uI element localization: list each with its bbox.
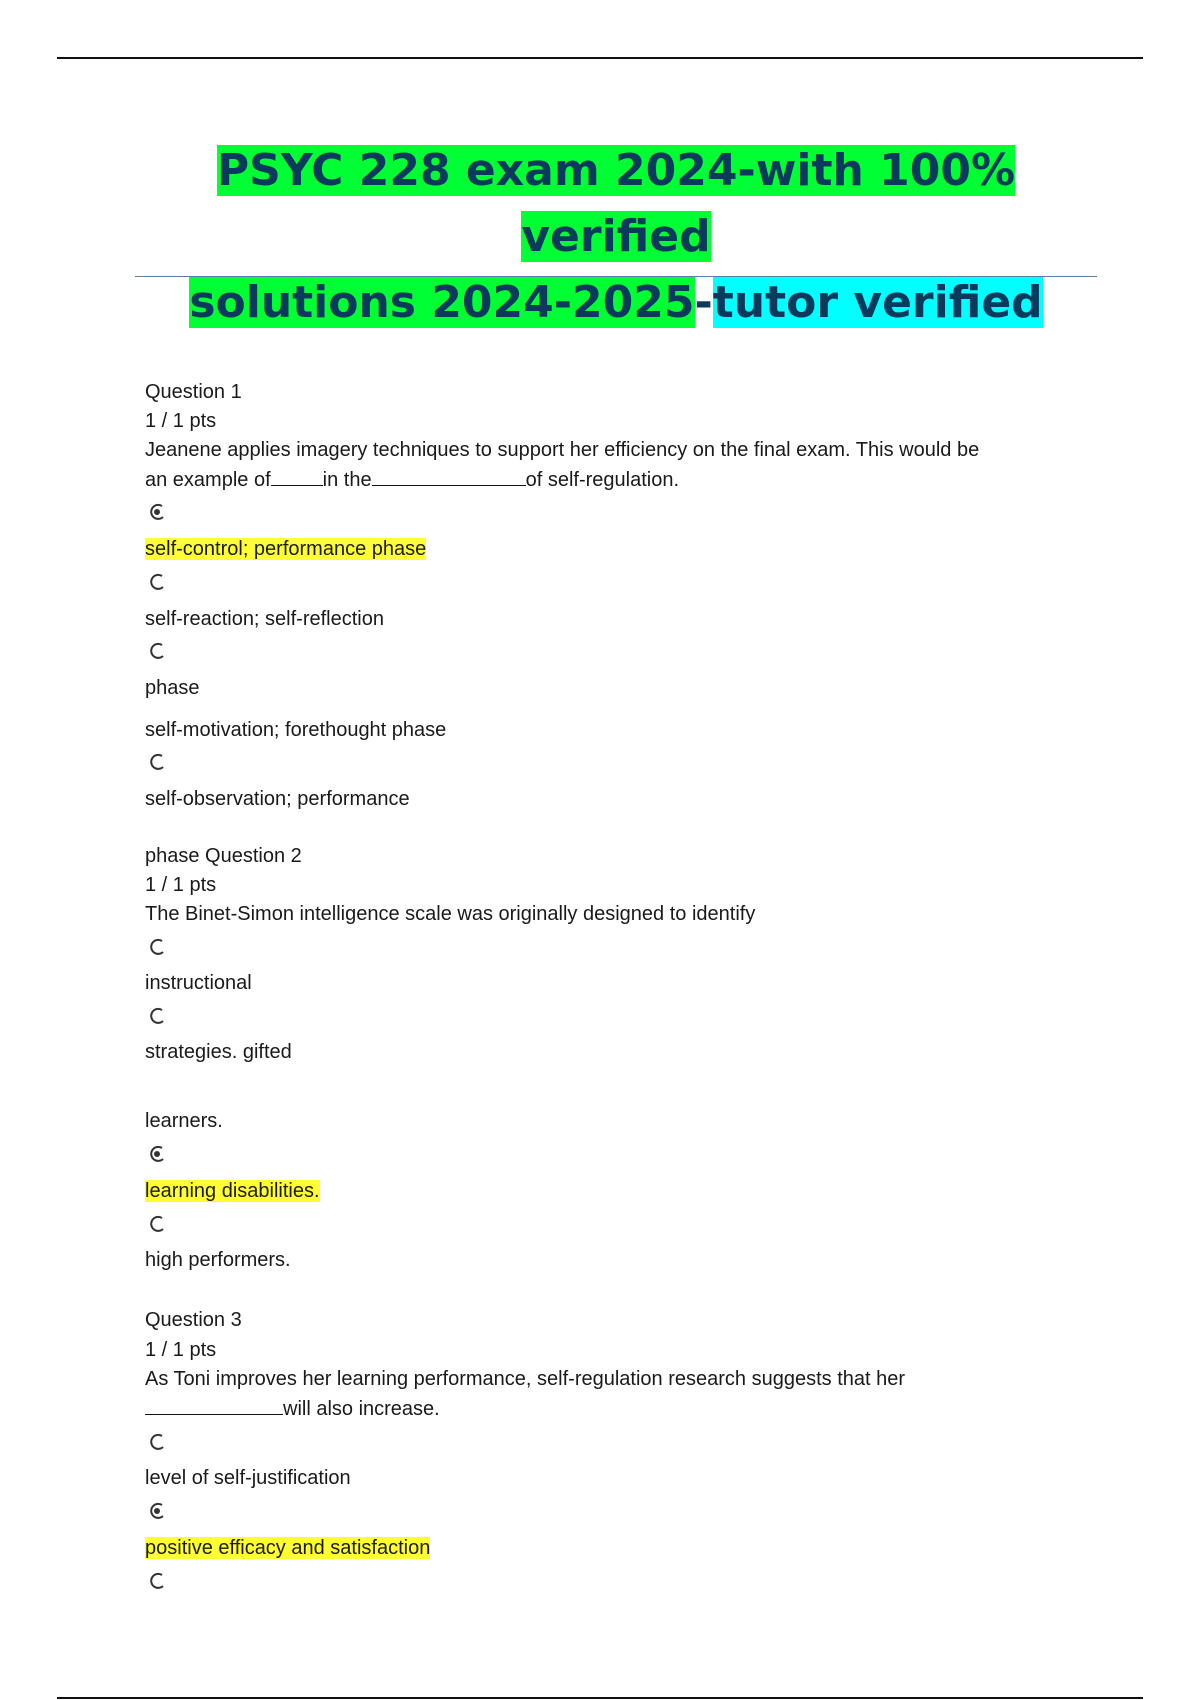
document-title	[135, 138, 1097, 336]
prompt-text-b: in the	[322, 469, 372, 491]
q1-option-5[interactable]: self-observation; performance	[145, 788, 410, 810]
question-3-points: 1 / 1 pts	[145, 1339, 217, 1361]
radio-icon[interactable]	[147, 641, 167, 661]
title-dash: -	[694, 277, 713, 328]
radio-icon[interactable]	[147, 1006, 167, 1026]
question-1-points: 1 / 1 pts	[145, 410, 217, 432]
question-2-points: 1 / 1 pts	[145, 874, 217, 896]
question-2-label: phase Question 2	[145, 845, 302, 867]
q2-option-2[interactable]: strategies. gifted	[145, 1041, 292, 1063]
page-bottom-rule	[57, 1697, 1143, 1699]
answer-blank	[145, 1396, 283, 1415]
question-1-prompt-line1: Jeanene applies imagery techniques to support her efficiency on the final exam. This would be	[145, 439, 980, 461]
question-3-prompt-line2	[145, 1395, 440, 1423]
prompt-text: will also increase.	[283, 1398, 440, 1420]
answer-blank	[271, 467, 323, 486]
radio-icon[interactable]	[147, 572, 167, 592]
prompt-text-a: an example of	[145, 469, 271, 491]
q1-option-2[interactable]: self-reaction; self-reflection	[145, 608, 384, 630]
title-part1: PSYC 228 exam 2024-with 100% verified	[216, 145, 1016, 262]
radio-selected-icon[interactable]	[147, 1144, 167, 1164]
q2-option-1[interactable]: instructional	[145, 972, 252, 994]
radio-icon[interactable]	[147, 1214, 167, 1234]
question-3-label: Question 3	[145, 1309, 242, 1331]
q2-option-5[interactable]: high performers.	[145, 1249, 291, 1271]
question-3-prompt-line1: As Toni improves her learning performance, self-regulation research suggests that her	[145, 1368, 906, 1390]
radio-selected-icon[interactable]	[147, 1501, 167, 1521]
q1-option-3[interactable]: phase	[145, 677, 200, 699]
question-2-prompt: The Binet-Simon intelligence scale was originally designed to identify	[145, 903, 756, 925]
question-1-prompt-line2	[145, 466, 679, 494]
radio-selected-icon[interactable]	[147, 502, 167, 522]
q2-option-3[interactable]: learners.	[145, 1110, 223, 1132]
radio-icon[interactable]	[147, 752, 167, 772]
title-part2: solutions 2024-2025	[189, 277, 695, 328]
correct-answer-highlight: self-control; performance phase	[145, 538, 427, 560]
correct-answer-highlight: learning disabilities.	[145, 1180, 320, 1202]
radio-icon[interactable]	[147, 1432, 167, 1452]
question-1-label: Question 1	[145, 381, 242, 403]
q3-option-2[interactable]	[145, 1534, 430, 1562]
q1-option-4[interactable]: self-motivation; forethought phase	[145, 719, 447, 741]
q2-option-4[interactable]	[145, 1177, 320, 1205]
prompt-text-c: of self-regulation.	[525, 469, 679, 491]
q3-option-1[interactable]: level of self-justification	[145, 1467, 351, 1489]
q1-option-1[interactable]	[145, 535, 426, 563]
answer-blank	[372, 467, 526, 486]
radio-icon[interactable]	[147, 937, 167, 957]
title-underline	[135, 276, 1097, 277]
page-top-rule	[57, 57, 1143, 59]
correct-answer-highlight: positive efficacy and satisfaction	[145, 1537, 431, 1559]
title-part3: tutor verified	[712, 277, 1043, 328]
radio-icon[interactable]	[147, 1571, 167, 1591]
